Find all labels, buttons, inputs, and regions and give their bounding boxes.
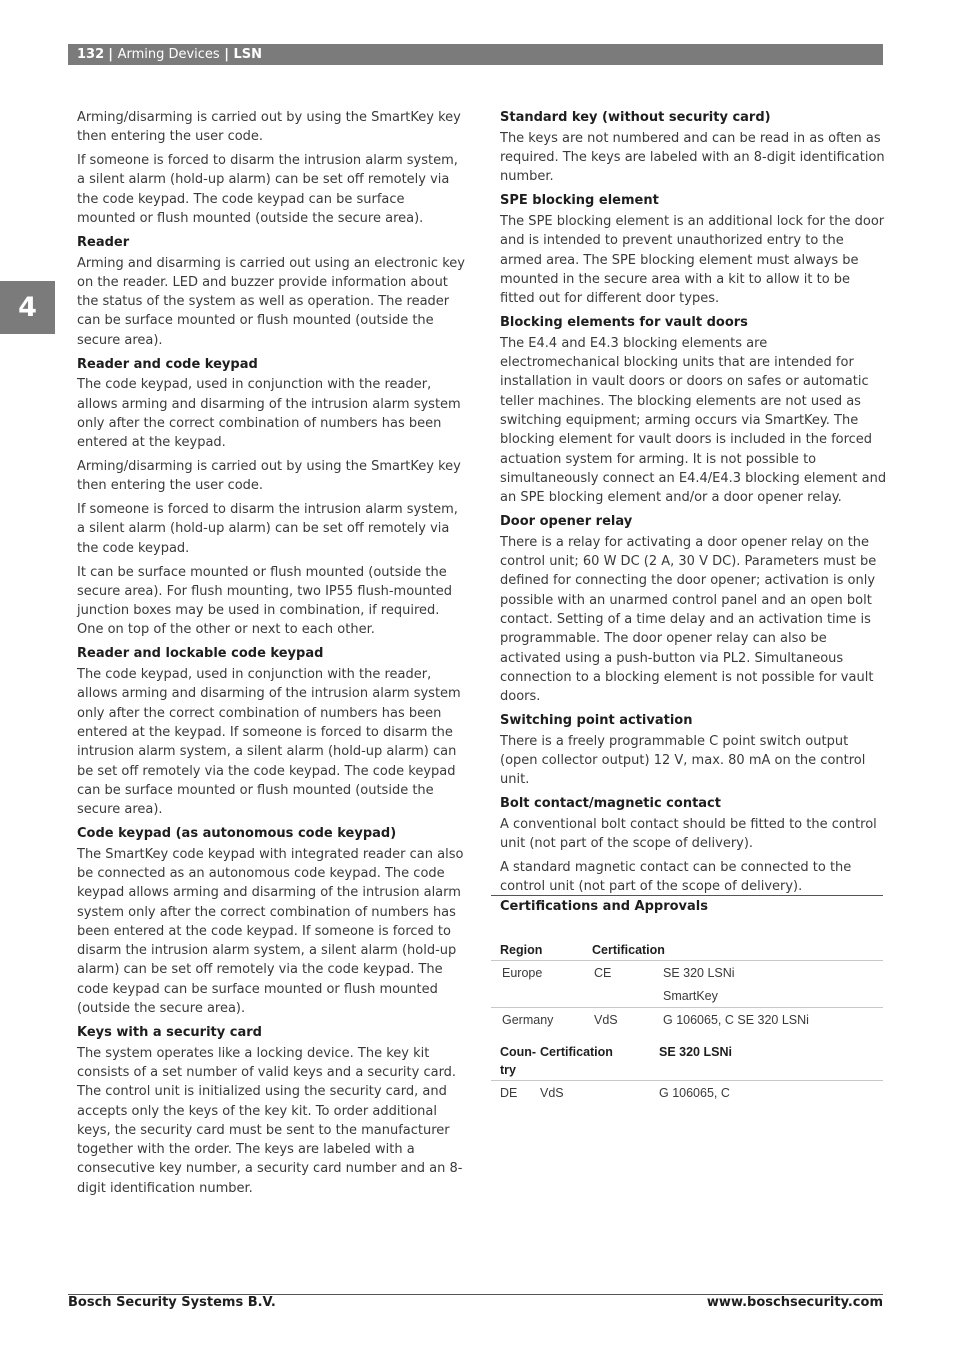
body-paragraph: The SPE blocking element is an additional lock for the door and is intended to prevent unauthorized entry to the armed area. The SPE blocking element must always be mounted in the secure area with a kit to allow it to be fitted out for different door types. bbox=[500, 213, 885, 307]
column-header-country-cont: try bbox=[500, 1063, 516, 1077]
section-heading: Bolt contact/magnetic contact bbox=[500, 796, 721, 812]
body-paragraph: There is a freely programmable C point switch output (open collector output) 12 V, max. 80 mA on the control unit. bbox=[500, 733, 866, 788]
body-paragraph: A conventional bolt contact should be fitted to the control unit (not part of the scope of delivery). bbox=[500, 816, 877, 852]
body-paragraph: The SmartKey code keypad with integrated reader can also be connected as an autonomous code keypad. The code keypad allows arming and disarming of the intrusion alarm system only after the correct combination of numbers has been entered at the code keypad. If someone is forced to disarm the intrusion alarm system, a silent alarm (hold-up alarm) can be set off remotely via the code keypad. The code keypad can be surface mounted or flush mounted (outside the secure area). bbox=[77, 846, 464, 1017]
page-number: 132 bbox=[77, 47, 105, 62]
section-heading: Standard key (without security card) bbox=[500, 110, 771, 125]
table-cell-item: SmartKey bbox=[663, 989, 718, 1003]
certifications-rule bbox=[491, 895, 883, 896]
header-section: Arming Devices bbox=[117, 47, 220, 62]
table-cell-region: Europe bbox=[502, 966, 543, 980]
body-paragraph: The code keypad, used in conjunction with the reader, allows arming and disarming of the intrusion alarm system only after the correct combination of numbers has been entered at the keypad. If someone is forced to disarm the intrusion alarm system, a silent alarm (hold-up alarm) can be set off remotely via the code keypad. The code keypad can be surface mounted or flush mounted (outside the secure area). bbox=[77, 667, 461, 818]
table-cell-value: G 106065, C bbox=[659, 1086, 730, 1100]
certifications-title: Certifications and Approvals bbox=[500, 899, 708, 914]
right-column bbox=[500, 108, 887, 901]
section-heading: Code keypad (as autonomous code keypad) bbox=[77, 825, 397, 841]
body-paragraph: A standard magnetic contact can be connected to the control unit (not part of the scope of delivery). bbox=[500, 859, 852, 895]
section-heading: SPE blocking element bbox=[500, 193, 659, 209]
table-cell-item: G 106065, C SE 320 LSNi bbox=[663, 1013, 809, 1027]
column-header-region: Region bbox=[500, 943, 543, 957]
left-column bbox=[77, 108, 465, 1203]
section-heading: Door opener relay bbox=[500, 513, 633, 529]
section-heading: Keys with a security card bbox=[77, 1024, 262, 1040]
body-paragraph: The system operates like a locking device. The key kit consists of a set number of valid keys and a security card. The control unit is initialized using the security card, and accepts only the keys of the key kit. To order additional keys, the security card must be sent to the manufacturer together with the order. The keys are labeled with a consecutive key number, a security card number and an 8-digit identification number. bbox=[77, 1045, 463, 1196]
table-cell-certification: VdS bbox=[594, 1013, 618, 1027]
certification-table-region bbox=[491, 940, 883, 1010]
header-separator: | bbox=[219, 47, 234, 62]
column-header-certification: Certification bbox=[540, 1045, 613, 1059]
body-paragraph: The E4.4 and E4.3 blocking elements are electromechanical blocking units that are intended for installation in vault doors or doors on safes or automatic teller machines. The blocking elements are not used as switching equipment; arming occurs via SmartKey. The blocking element for vault doors is included in the forced actuation system for arming. It is not possible to simultaneously connect an E4.4/E4.3 blocking element and an SPE blocking element and/or a door opener relay. bbox=[500, 335, 887, 506]
certification-table-region-row2 bbox=[491, 1008, 883, 1038]
footer-company: Bosch Security Systems B.V. bbox=[68, 1295, 276, 1310]
body-paragraph: If someone is forced to disarm the intrusion alarm system, a silent alarm (hold-up alarm) can be set off remotely via the code keypad. The code keypad can be surface mounted or flush mounted (outside the secure area). bbox=[77, 153, 458, 226]
header-separator: | bbox=[108, 47, 118, 62]
table-divider bbox=[491, 1080, 883, 1081]
section-heading: Blocking elements for vault doors bbox=[500, 314, 748, 330]
body-paragraph: If someone is forced to disarm the intrusion alarm system, a silent alarm (hold-up alarm) can be set off remotely via the code keypad. bbox=[77, 502, 458, 556]
table-cell-certification: CE bbox=[594, 966, 612, 980]
footer-website: www.boschsecurity.com bbox=[706, 1295, 883, 1310]
table-cell-certification: VdS bbox=[540, 1086, 564, 1100]
table-divider bbox=[491, 960, 883, 961]
body-paragraph: Arming and disarming is carried out using an electronic key on the reader. LED and buzzer provide information about the status of the system as well as operation. The reader can be surface mounted or flush mounted (outside the secure area). bbox=[77, 255, 465, 348]
section-heading: Switching point activation bbox=[500, 712, 693, 728]
chapter-tab: 4 bbox=[0, 281, 55, 334]
section-heading: Reader bbox=[77, 234, 130, 250]
table-cell-country: DE bbox=[500, 1086, 518, 1100]
table-cell-item: SE 320 LSNi bbox=[663, 966, 735, 980]
body-paragraph: Arming/disarming is carried out by using the SmartKey key then entering the user code. bbox=[77, 459, 461, 494]
body-paragraph: Arming/disarming is carried out by using the SmartKey key then entering the user code. bbox=[77, 110, 461, 145]
section-heading: Reader and code keypad bbox=[77, 356, 258, 372]
column-header-certification: Certification bbox=[592, 943, 665, 957]
column-header-country: Coun- bbox=[500, 1045, 537, 1059]
body-paragraph: The code keypad, used in conjunction with the reader, allows arming and disarming of the intrusion alarm system only after the correct combination of numbers has been entered at the keypad. bbox=[77, 377, 461, 451]
section-heading: Reader and lockable code keypad bbox=[77, 646, 324, 662]
body-paragraph: The keys are not numbered and can be read in as often as required. The keys are labeled with an 8-digit identification number. bbox=[500, 130, 885, 185]
body-paragraph: It can be surface mounted or flush mounted (outside the secure area). For flush mounting, two IP55 flush-mounted junction boxes may be used in combination, if required. One on top of the other or next to each other. bbox=[77, 564, 452, 638]
header-product: LSN bbox=[233, 47, 263, 62]
page-header bbox=[68, 44, 883, 65]
table-cell-region: Germany bbox=[502, 1013, 554, 1027]
certification-table-country bbox=[491, 1042, 883, 1112]
body-paragraph: There is a relay for activating a door opener relay on the control unit; 60 W DC (2 A, 30 V DC). Parameters must be defined for connecting the door opener; activation is only possible with an unarmed control panel and an open bolt contact. Setting of a time delay and an activation time is programmable. The door opener relay can also be activated using a push-button via PL2. Simultaneous connection to a blocking element is not possible for vault doors. bbox=[500, 534, 877, 705]
column-header-product: SE 320 LSNi bbox=[659, 1045, 732, 1059]
